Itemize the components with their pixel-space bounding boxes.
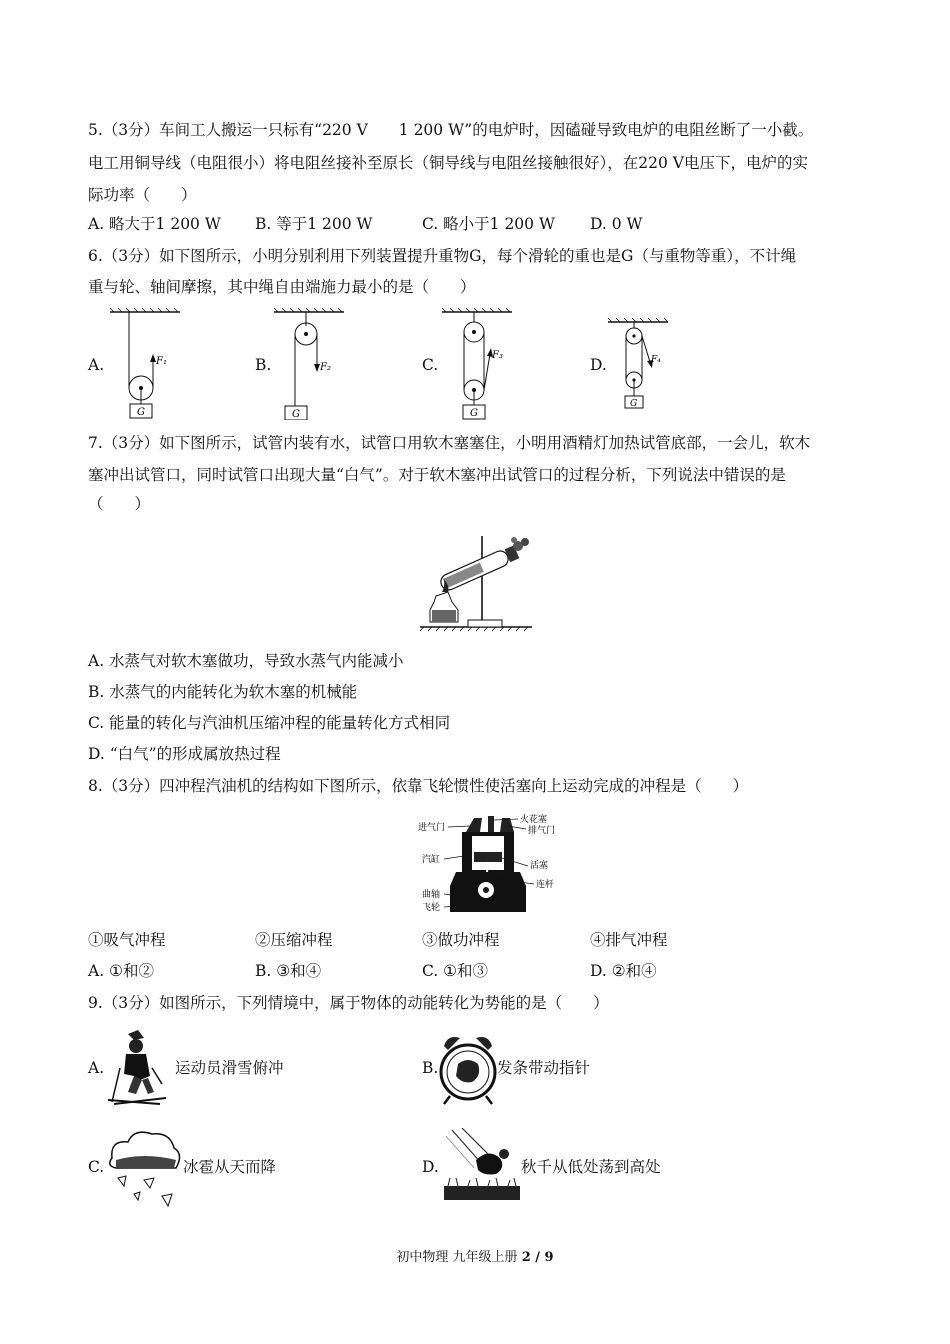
page-number: 2 / 9	[521, 1250, 554, 1265]
q6-option-a-label: A.	[88, 356, 105, 374]
q8-stroke-3: ③做功冲程	[422, 931, 500, 949]
weight-label-b: G	[292, 409, 300, 420]
force-label-f2: F₂	[320, 362, 331, 373]
q7-line-1: 7.（3分）如下图所示，试管内装有水，试管口用软木塞塞住，小明用酒精灯加热试管底部，一会儿，软木	[88, 434, 811, 452]
q5-line-2: 电工用铜导线（电阻很小）将电阻丝接补至原长（铜导线与电阻丝接触很好），在220 V电压下，电炉的实	[88, 154, 808, 172]
engine-label-spark: 火花塞	[520, 815, 548, 825]
q8-stroke-4: ④排气冲程	[590, 931, 668, 949]
q7-option-c: C. 能量的转化与汽油机压缩冲程的能量转化方式相同	[88, 714, 451, 732]
q6-option-c-label: C.	[422, 356, 439, 374]
engine-label-rod: 连杆	[536, 880, 555, 890]
weight-label-d: G	[630, 399, 638, 409]
q6-line-2: 重与轮、轴间摩擦，其中绳自由端施力最小的是（ ）	[88, 278, 476, 296]
swing-illustration	[444, 1128, 520, 1202]
q9-option-b-label: B.	[422, 1059, 439, 1077]
q8-line-1: 8.（3分）四冲程汽油机的结构如下图所示，依靠飞轮惯性使活塞向上运动完成的冲程是（ ）	[88, 777, 749, 795]
q9-option-a-label: A.	[88, 1059, 105, 1077]
q8-stroke-2: ②压缩冲程	[255, 931, 333, 949]
pulley-diagram-d	[606, 318, 676, 412]
q5-option-c: C. 略小于1 200 W	[422, 215, 555, 233]
force-label-f1: F₁	[156, 356, 167, 367]
q8-option-a: A. ①和②	[88, 962, 154, 980]
q9-option-b-text: 发条带动指针	[497, 1059, 591, 1077]
q5-line-3: 际功率（ ）	[88, 186, 197, 204]
q9-option-a-text: 运动员滑雪俯冲	[175, 1059, 284, 1077]
pulley-diagram-a	[108, 308, 188, 420]
force-label-f3: F₃	[492, 350, 503, 361]
q9-option-c-text: 冰雹从天而降	[183, 1158, 277, 1176]
q7-line-2: 塞冲出试管口，同时试管口出现大量“白气”。对于软木塞冲出试管口的过程分析，下列说法中错误的是	[88, 466, 786, 484]
q6-line-1: 6.（3分）如下图所示，小明分别利用下列装置提升重物G，每个滑轮的重也是G（与重物等重），不计绳	[88, 247, 797, 265]
weight-label-a: G	[137, 407, 145, 418]
q8-option-c: C. ①和③	[422, 962, 489, 980]
engine-label-flywheel: 飞轮	[422, 903, 441, 913]
q9-option-c-label: C.	[88, 1158, 105, 1176]
q9-option-d-label: D.	[422, 1158, 439, 1176]
page-footer	[0, 1246, 950, 1265]
q8-option-b: B. ③和④	[255, 962, 322, 980]
engine-label-piston: 活塞	[530, 861, 549, 871]
engine-diagram	[418, 812, 570, 916]
q9-option-d-text: 秋千从低处荡到高处	[521, 1158, 661, 1176]
q5-line-1: 5.（3分）车间工人搬运一只标有“220 V 1 200 W”的电炉时，因磕碰导致电炉的电阻丝断了一小截。	[88, 121, 814, 139]
q5-option-a: A. 略大于1 200 W	[88, 215, 221, 233]
skier-illustration	[104, 1028, 174, 1108]
engine-label-cylinder: 汽缸	[422, 855, 441, 865]
q5-option-b: B. 等于1 200 W	[255, 215, 373, 233]
q9-line-1: 9.（3分）如图所示，下列情境中，属于物体的动能转化为势能的是（ ）	[88, 994, 609, 1012]
engine-label-crank: 曲轴	[422, 890, 441, 900]
footer-text: 初中物理 九年级上册	[396, 1250, 522, 1265]
pulley-diagram-c	[440, 308, 520, 420]
engine-label-intake: 进气门	[418, 823, 446, 833]
q7-option-a: A. 水蒸气对软木塞做功，导致水蒸气内能减小	[88, 652, 404, 670]
hail-cloud-illustration	[104, 1124, 184, 1212]
q8-option-d: D. ②和④	[590, 962, 657, 980]
test-tube-apparatus	[420, 530, 535, 632]
q8-stroke-1: ①吸气冲程	[88, 931, 166, 949]
q6-option-b-label: B.	[255, 356, 272, 374]
q6-option-d-label: D.	[590, 356, 607, 374]
q7-option-b: B. 水蒸气的内能转化为软木塞的机械能	[88, 683, 358, 701]
q5-option-d: D. 0 W	[590, 215, 643, 233]
q7-option-d: D. “白气”的形成属放热过程	[88, 745, 281, 763]
q7-line-3: （ ）	[88, 495, 151, 513]
weight-label-c: G	[470, 408, 478, 419]
force-label-f4: F₄	[651, 355, 661, 365]
engine-label-exhaust: 排气门	[528, 826, 556, 836]
alarm-clock-illustration	[436, 1032, 500, 1108]
pulley-diagram-b	[272, 308, 352, 420]
